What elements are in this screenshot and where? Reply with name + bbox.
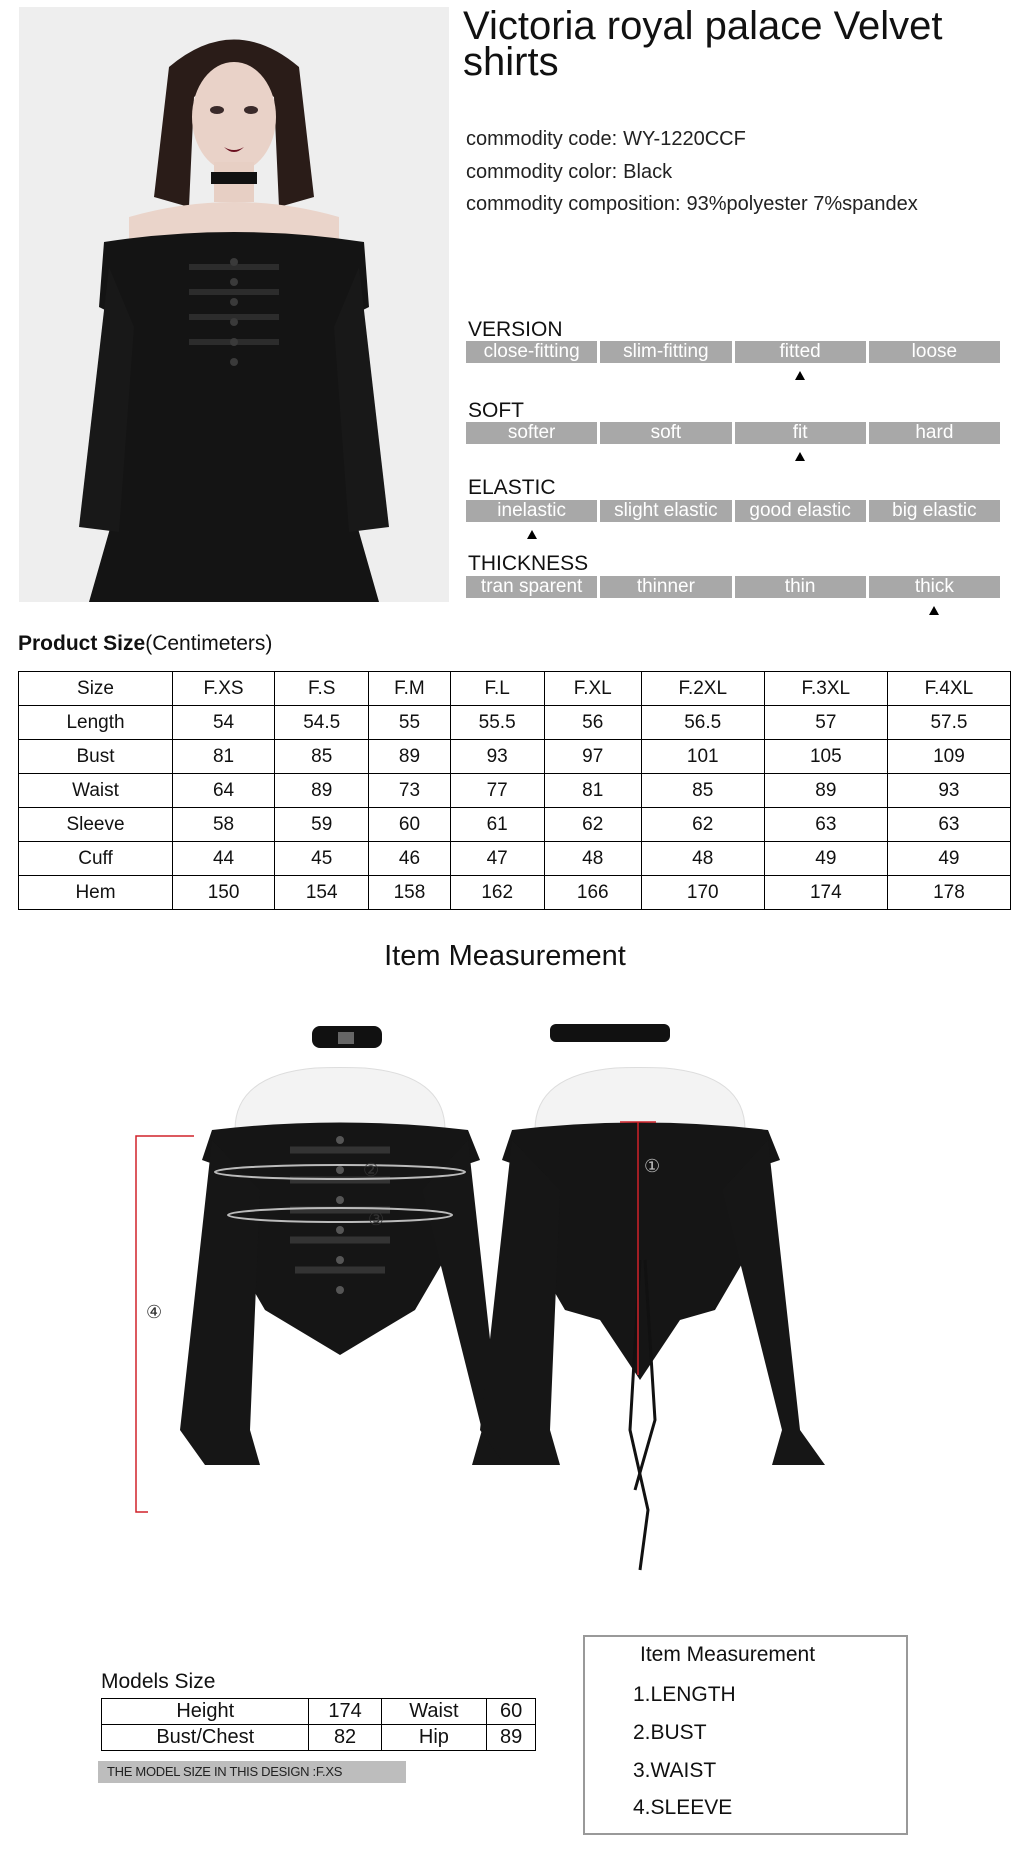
scale-option: big elastic — [869, 500, 1000, 522]
selected-marker-icon — [929, 606, 939, 615]
models-size-table — [101, 1698, 536, 1751]
models-size-title: Models Size — [101, 1670, 216, 1693]
table-header-cell: F.3XL — [764, 672, 887, 706]
table-cell: 44 — [173, 842, 275, 876]
version-title: VERSION — [468, 318, 563, 341]
table-cell: 57 — [764, 706, 887, 740]
scale-option: inelastic — [466, 500, 597, 522]
table-cell: 174 — [764, 876, 887, 910]
table-cell: 45 — [275, 842, 369, 876]
selected-marker-icon — [795, 371, 805, 380]
thickness-scale — [466, 576, 1000, 598]
table-cell: 89 — [764, 774, 887, 808]
table-cell: 81 — [544, 774, 641, 808]
table-cell: 174 — [309, 1699, 381, 1725]
table-cell: 81 — [173, 740, 275, 774]
table-cell: 48 — [544, 842, 641, 876]
scale-option: fit — [735, 422, 866, 444]
spec-color — [466, 161, 672, 184]
spec-composition — [466, 193, 918, 216]
table-header-cell: F.XL — [544, 672, 641, 706]
marker-waist: ③ — [368, 1209, 385, 1229]
legend-item: 1.LENGTH — [633, 1683, 736, 1706]
table-cell: 62 — [641, 808, 764, 842]
spec-value: Black — [623, 161, 673, 183]
table-cell: 55 — [369, 706, 450, 740]
table-header-cell: F.2XL — [641, 672, 764, 706]
product-title: Victoria royal palace Velvet shirts — [463, 4, 943, 84]
table-cell: 63 — [764, 808, 887, 842]
table-cell: Waist — [381, 1699, 487, 1725]
table-cell: 101 — [641, 740, 764, 774]
table-cell: 93 — [450, 740, 544, 774]
garment-back — [480, 1024, 825, 1570]
table-header-cell: F.XS — [173, 672, 275, 706]
table-header-cell: F.L — [450, 672, 544, 706]
scale-option: tran sparent — [466, 576, 597, 598]
table-cell: 62 — [544, 808, 641, 842]
table-cell: Hem — [19, 876, 173, 910]
table-cell: 82 — [309, 1725, 381, 1751]
elastic-scale — [466, 500, 1000, 522]
scale-option: fitted — [735, 341, 866, 363]
table-row — [19, 774, 1011, 808]
table-cell: 109 — [887, 740, 1010, 774]
table-cell: 48 — [641, 842, 764, 876]
table-row — [19, 808, 1011, 842]
table-cell: 56 — [544, 706, 641, 740]
table-cell: 46 — [369, 842, 450, 876]
table-row — [19, 842, 1011, 876]
table-cell: 166 — [544, 876, 641, 910]
spec-label: commodity code: — [466, 128, 618, 150]
product-size-unit: (Centimeters) — [145, 632, 273, 655]
scale-option: good elastic — [735, 500, 866, 522]
table-cell: 58 — [173, 808, 275, 842]
scale-option: loose — [869, 341, 1000, 363]
table-cell: 97 — [544, 740, 641, 774]
table-header-cell: F.S — [275, 672, 369, 706]
table-cell: 85 — [275, 740, 369, 774]
table-cell: Bust — [19, 740, 173, 774]
spec-value: 93%polyester 7%spandex — [686, 193, 918, 215]
product-size-heading — [18, 632, 272, 656]
version-scale — [466, 341, 1000, 363]
table-cell: 59 — [275, 808, 369, 842]
table-cell: 77 — [450, 774, 544, 808]
table-cell: 150 — [173, 876, 275, 910]
garment-front — [136, 1026, 525, 1512]
scale-option: close-fitting — [466, 341, 597, 363]
table-cell: 158 — [369, 876, 450, 910]
table-cell: 73 — [369, 774, 450, 808]
table-header-cell: Size — [19, 672, 173, 706]
table-cell: 64 — [173, 774, 275, 808]
table-row — [19, 740, 1011, 774]
table-header-cell: F.M — [369, 672, 450, 706]
table-cell: 178 — [887, 876, 1010, 910]
marker-sleeve: ④ — [146, 1302, 163, 1322]
soft-title: SOFT — [468, 399, 524, 422]
table-cell: 47 — [450, 842, 544, 876]
table-cell: 54 — [173, 706, 275, 740]
table-cell: 49 — [887, 842, 1010, 876]
table-header-row — [19, 672, 1011, 706]
table-header-cell: F.4XL — [887, 672, 1010, 706]
thickness-title: THICKNESS — [468, 552, 589, 575]
table-cell: Length — [19, 706, 173, 740]
scale-option: thinner — [600, 576, 731, 598]
table-cell: 57.5 — [887, 706, 1010, 740]
table-cell: 56.5 — [641, 706, 764, 740]
marker-bust: ② — [363, 1160, 380, 1180]
table-cell: Hip — [381, 1725, 487, 1751]
table-cell: 49 — [764, 842, 887, 876]
scale-option: softer — [466, 422, 597, 444]
table-cell: 89 — [487, 1725, 536, 1751]
table-cell: 55.5 — [450, 706, 544, 740]
measurement-legend — [583, 1635, 908, 1835]
table-cell: 89 — [275, 774, 369, 808]
selected-marker-icon — [527, 530, 537, 539]
selected-marker-icon — [795, 452, 805, 461]
table-cell: 93 — [887, 774, 1010, 808]
scale-option: slight elastic — [600, 500, 731, 522]
scale-option: thick — [869, 576, 1000, 598]
table-cell: 85 — [641, 774, 764, 808]
table-cell: 60 — [369, 808, 450, 842]
table-cell: 54.5 — [275, 706, 369, 740]
table-cell: 105 — [764, 740, 887, 774]
table-cell: Cuff — [19, 842, 173, 876]
soft-scale — [466, 422, 1000, 444]
legend-item: 2.BUST — [633, 1721, 707, 1744]
table-row — [19, 706, 1011, 740]
table-row — [102, 1725, 536, 1751]
item-measurement-heading: Item Measurement — [384, 940, 626, 972]
table-cell: 61 — [450, 808, 544, 842]
scale-option: soft — [600, 422, 731, 444]
table-cell: 89 — [369, 740, 450, 774]
table-cell: 60 — [487, 1699, 536, 1725]
table-cell: Height — [102, 1699, 309, 1725]
table-cell: Bust/Chest — [102, 1725, 309, 1751]
spec-label: commodity composition: — [466, 193, 681, 215]
product-size-table — [18, 671, 1011, 910]
table-cell: Sleeve — [19, 808, 173, 842]
table-cell: 63 — [887, 808, 1010, 842]
table-cell: 154 — [275, 876, 369, 910]
garment-illustration — [146, 1010, 870, 1620]
scale-option: hard — [869, 422, 1000, 444]
legend-item: 3.WAIST — [633, 1759, 717, 1782]
legend-title: Item Measurement — [640, 1643, 816, 1666]
spec-value: WY-1220CCF — [623, 128, 746, 150]
product-size-title: Product Size — [18, 632, 146, 655]
table-row — [19, 876, 1011, 910]
scale-option: thin — [735, 576, 866, 598]
elastic-title: ELASTIC — [468, 476, 556, 499]
spec-code — [466, 128, 746, 151]
model-size-note: THE MODEL SIZE IN THIS DESIGN :F.XS — [98, 1761, 406, 1783]
legend-item: 4.SLEEVE — [633, 1796, 733, 1819]
table-row — [102, 1699, 536, 1725]
spec-label: commodity color: — [466, 161, 618, 183]
scale-option: slim-fitting — [600, 341, 731, 363]
table-cell: 170 — [641, 876, 764, 910]
table-cell: Waist — [19, 774, 173, 808]
table-cell: 162 — [450, 876, 544, 910]
model-photo — [19, 7, 449, 602]
marker-length: ① — [644, 1156, 661, 1176]
